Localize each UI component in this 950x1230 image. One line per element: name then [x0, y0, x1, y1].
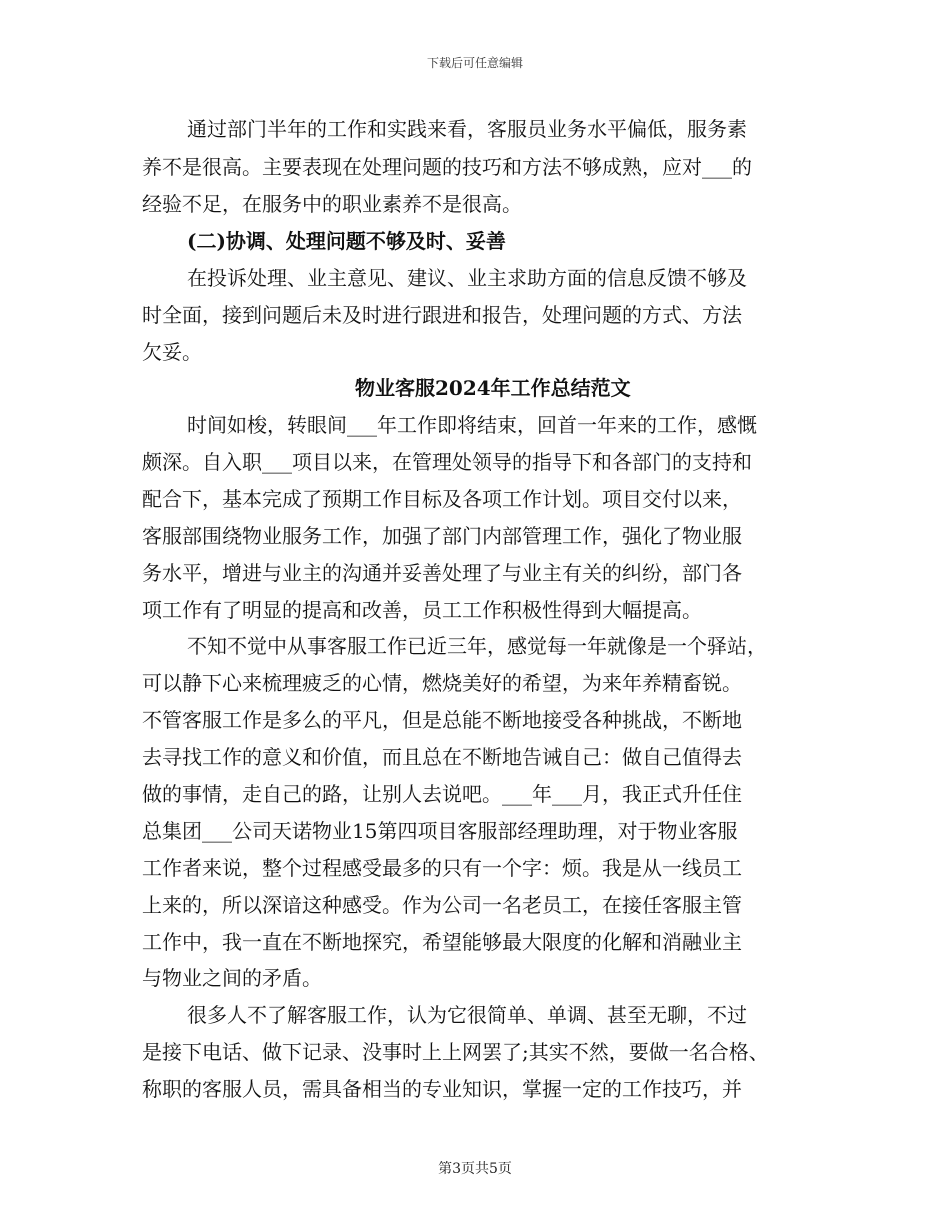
paragraph-line: 工作者来说，整个过程感受最多的只有一个字：烦。我是从一线员工	[142, 856, 742, 880]
paragraph-line: 经验不足，在服务中的职业素养不是很高。	[142, 192, 522, 216]
paragraph-line: 配合下，基本完成了预期工作目标及各项工作计划。项目交付以来，	[142, 487, 742, 511]
paragraph-line: 总集团___公司天诺物业15第四项目客服部经理助理，对于物业客服	[142, 819, 738, 843]
paragraph-line: 颇深。自入职___项目以来，在管理处领导的指导下和各部门的支持和	[142, 450, 752, 474]
paragraph-line: 通过部门半年的工作和实践来看，客服员业务水平偏低，服务素	[187, 117, 747, 141]
paragraph-line: 很多人不了解客服工作，认为它很简单、单调、甚至无聊，不过	[187, 1003, 747, 1027]
paragraph-line: 在投诉处理、业主意见、建议、业主求助方面的信息反馈不够及	[187, 266, 747, 290]
paragraph-line: 欠妥。	[142, 340, 202, 364]
paragraph-line: 称职的客服人员，需具备相当的专业知识，掌握一定的工作技巧，并	[142, 1077, 742, 1101]
paragraph-line: 做的事情，走自己的路，让别人去说吧。___年___月，我正式升任住	[142, 782, 742, 806]
paragraph-line: 务水平，增进与业主的沟通并妥善处理了与业主有关的纠纷，部门各	[142, 561, 742, 585]
paragraph-line: 不管客服工作是多么的平凡，但是总能不断地接受各种挑战，不断地	[142, 708, 742, 732]
page-number: 第3页共5页	[438, 1161, 512, 1177]
paragraph-line: 去寻找工作的意义和价值，而且总在不断地告诫自己：做自己值得去	[142, 745, 742, 769]
section-heading: (二)协调、处理问题不够及时、妥善	[187, 229, 506, 253]
paragraph-line: 上来的，所以深谙这种感受。作为公司一名老员工，在接任客服主管	[142, 893, 742, 917]
paragraph-line: 工作中，我一直在不断地探究，希望能够最大限度的化解和消融业主	[142, 930, 742, 954]
paragraph-line: 可以静下心来梳理疲乏的心情，燃烧美好的希望，为来年养精畜锐。	[142, 671, 742, 695]
paragraph-line: 是接下电话、做下记录、没事时上上网罢了;其实不然，要做一名合格、	[142, 1040, 769, 1064]
paragraph-line: 时间如梭，转眼间___年工作即将结束，回首一年来的工作，感慨	[187, 413, 757, 437]
paragraph-line: 时全面，接到问题后未及时进行跟进和报告，处理问题的方式、方法	[142, 303, 742, 327]
page-header: 下载后可任意编辑	[426, 56, 523, 70]
paragraph-line: 客服部围绕物业服务工作，加强了部门内部管理工作，强化了物业服	[142, 524, 742, 548]
paragraph-line: 与物业之间的矛盾。	[142, 966, 322, 990]
paragraph-line: 养不是很高。主要表现在处理问题的技巧和方法不够成熟，应对___的	[142, 155, 752, 179]
paragraph-line: 不知不觉中从事客服工作已近三年，感觉每一年就像是一个驿站，	[187, 634, 767, 658]
document-title: 物业客服2024年工作总结范文	[355, 376, 631, 400]
paragraph-line: 项工作有了明显的提高和改善，员工工作积极性得到大幅提高。	[142, 598, 702, 622]
